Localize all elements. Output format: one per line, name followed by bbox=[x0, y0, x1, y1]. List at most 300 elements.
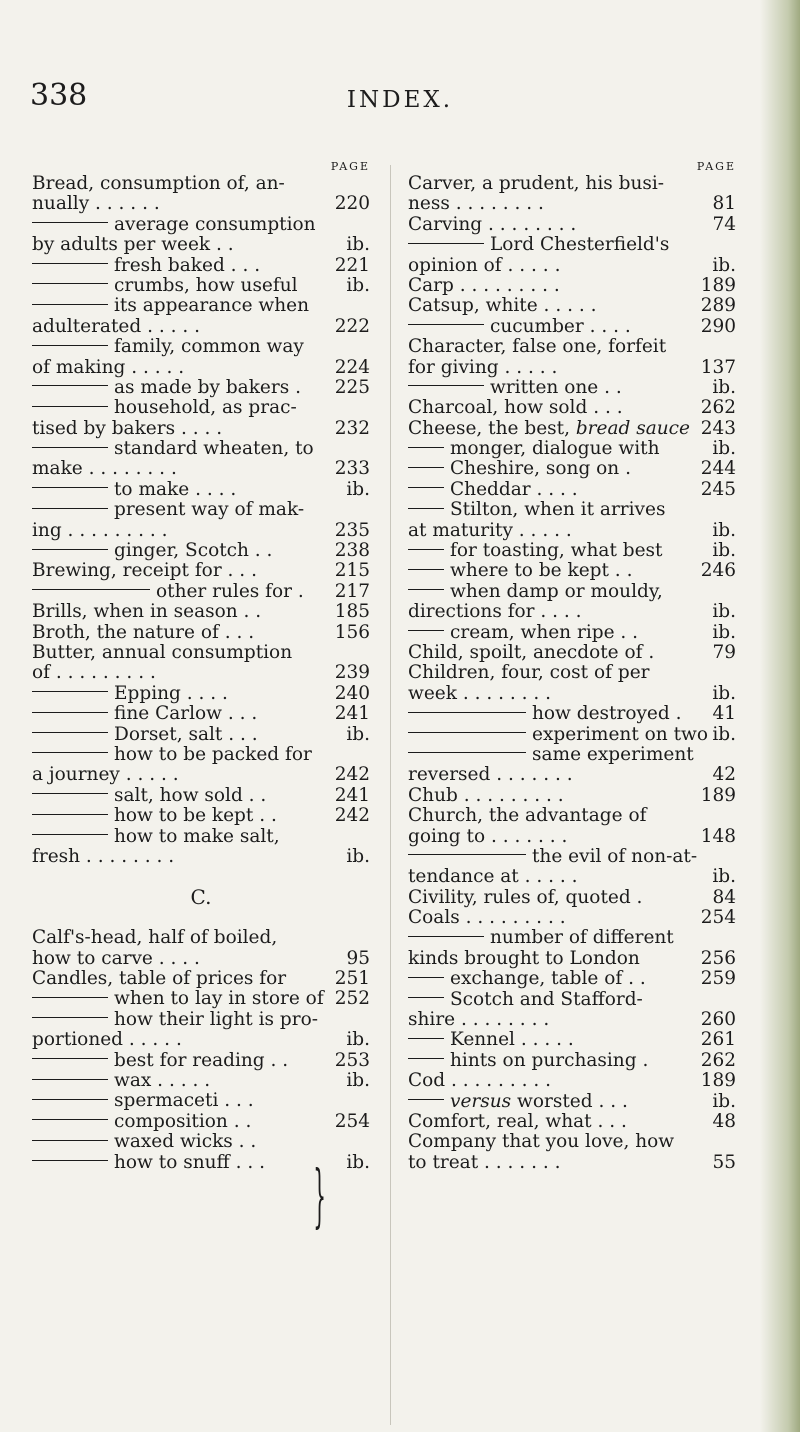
entry-page-number: 243 bbox=[700, 417, 736, 439]
entry-page-number: 262 bbox=[700, 397, 736, 419]
entry-page-number: 55 bbox=[712, 1151, 736, 1173]
entry-text: spermaceti . . . bbox=[114, 1090, 254, 1112]
ditto-dash bbox=[408, 324, 484, 325]
index-entry bbox=[408, 317, 736, 337]
entry-text: shire . . . . . . . . bbox=[408, 1009, 550, 1031]
index-entry bbox=[32, 582, 370, 602]
ditto-dash bbox=[408, 385, 484, 386]
entry-text: composition . . bbox=[114, 1110, 252, 1132]
entry-page-number: 224 bbox=[334, 356, 370, 378]
index-entry bbox=[408, 990, 736, 1010]
section-heading-c: C. bbox=[190, 885, 212, 910]
entry-page-number: 245 bbox=[700, 478, 736, 500]
entry-page-number: 81 bbox=[712, 193, 736, 215]
ditto-dash bbox=[32, 304, 108, 305]
entry-text: Cheshire, song on . bbox=[450, 458, 631, 480]
index-entry bbox=[408, 378, 736, 398]
ditto-dash bbox=[32, 385, 108, 386]
entry-text: wax . . . . . bbox=[114, 1070, 211, 1092]
entry-text: at maturity . . . . . bbox=[408, 519, 572, 541]
entry-text: Brewing, receipt for . . . bbox=[32, 560, 257, 582]
entry-page-number: 254 bbox=[700, 907, 736, 929]
index-entry bbox=[32, 684, 370, 704]
ditto-dash bbox=[408, 243, 484, 244]
entry-text: present way of mak- bbox=[114, 499, 305, 521]
index-entry bbox=[32, 256, 370, 276]
index-entry bbox=[408, 908, 736, 928]
entry-text: household, as prac- bbox=[114, 397, 297, 419]
index-entry bbox=[408, 194, 736, 214]
entry-text: Cheese, the best, bread sauce bbox=[408, 417, 690, 439]
entry-page-number: 137 bbox=[700, 356, 736, 378]
ditto-dash bbox=[408, 447, 444, 448]
index-entry bbox=[32, 623, 370, 643]
entry-page-number: 95 bbox=[346, 947, 370, 969]
index-entry bbox=[32, 765, 370, 785]
entry-text: tendance at . . . . . bbox=[408, 866, 578, 888]
entry-text: Carp . . . . . . . . . bbox=[408, 274, 560, 296]
entry-text: Dorset, salt . . . bbox=[114, 723, 258, 745]
index-entry bbox=[408, 480, 736, 500]
entry-page-number: 240 bbox=[334, 682, 370, 704]
index-entry bbox=[408, 765, 736, 785]
index-entry bbox=[32, 521, 370, 541]
entry-text: by adults per week . . bbox=[32, 234, 234, 256]
index-entry bbox=[408, 1010, 736, 1030]
entry-text: Children, four, cost of per bbox=[408, 662, 650, 684]
ditto-dash bbox=[32, 589, 150, 590]
entry-text: other rules for . bbox=[156, 580, 304, 602]
ditto-dash bbox=[32, 691, 108, 692]
index-entry bbox=[408, 1071, 736, 1091]
entry-text: Bread, consumption of, an- bbox=[32, 173, 285, 194]
entry-page-number: 251 bbox=[334, 968, 370, 990]
entry-text: family, common way bbox=[114, 336, 304, 358]
entry-text: Carving . . . . . . . . bbox=[408, 213, 577, 235]
entry-page-number: 259 bbox=[700, 968, 736, 990]
entry-text: Coals . . . . . . . . . bbox=[408, 907, 566, 929]
entry-page-number: 189 bbox=[700, 784, 736, 806]
index-entry bbox=[32, 786, 370, 806]
entry-text: how to snuff . . . bbox=[114, 1151, 265, 1173]
entry-page-number: 215 bbox=[334, 560, 370, 582]
entry-text: of . . . . . . . . . bbox=[32, 662, 156, 684]
index-entry bbox=[32, 1071, 370, 1091]
index-entry bbox=[408, 786, 736, 806]
entry-page-number: 189 bbox=[700, 274, 736, 296]
index-entry bbox=[408, 888, 736, 908]
index-entry bbox=[32, 704, 370, 724]
entry-text: experiment on two bbox=[532, 723, 708, 745]
entry-text: Scotch and Stafford- bbox=[450, 988, 643, 1010]
entry-text: for toasting, what best bbox=[450, 540, 663, 562]
entry-list-c bbox=[32, 928, 370, 1091]
entry-text: written one . . bbox=[490, 376, 622, 398]
index-entry bbox=[32, 949, 370, 969]
ditto-dash bbox=[32, 487, 108, 488]
entry-text: to treat . . . . . . . bbox=[408, 1151, 561, 1173]
ditto-dash bbox=[408, 487, 444, 488]
ditto-dash bbox=[32, 1160, 108, 1161]
entry-text: Chub . . . . . . . . . bbox=[408, 784, 564, 806]
index-entry bbox=[32, 561, 370, 581]
entry-page-number: 185 bbox=[334, 601, 370, 623]
entry-text: for giving . . . . . bbox=[408, 356, 558, 378]
ditto-dash bbox=[32, 549, 108, 550]
index-entry bbox=[32, 1153, 370, 1173]
ditto-dash bbox=[408, 854, 526, 855]
entry-text: when to lay in store of bbox=[114, 988, 324, 1010]
index-entry bbox=[32, 1030, 370, 1050]
ditto-dash bbox=[408, 1038, 444, 1039]
entry-page-number: 42 bbox=[712, 764, 736, 786]
entry-page-number: ib. bbox=[712, 601, 736, 623]
index-entry bbox=[32, 419, 370, 439]
entry-page-number: 222 bbox=[334, 315, 370, 337]
entry-text: monger, dialogue with bbox=[450, 438, 660, 460]
entry-page-number: 235 bbox=[334, 519, 370, 541]
index-entry bbox=[408, 276, 736, 296]
index-entry bbox=[408, 358, 736, 378]
entry-page-number: 225 bbox=[334, 376, 370, 398]
entry-text: best for reading . . bbox=[114, 1049, 289, 1071]
index-entry bbox=[408, 663, 736, 683]
ditto-dash bbox=[32, 1119, 108, 1120]
entry-text: ing . . . . . . . . . bbox=[32, 519, 168, 541]
entry-text: how their light is pro- bbox=[114, 1008, 318, 1030]
entry-text: Epping . . . . bbox=[114, 682, 228, 704]
ditto-dash bbox=[32, 752, 108, 753]
index-entry bbox=[408, 1051, 736, 1071]
index-entry bbox=[408, 643, 736, 663]
entry-page-number: 239 bbox=[334, 662, 370, 684]
entry-text: when damp or mouldy, bbox=[450, 580, 663, 602]
index-entry bbox=[408, 419, 736, 439]
entry-text: opinion of . . . . . bbox=[408, 254, 561, 276]
index-entry bbox=[32, 215, 370, 235]
index-entry bbox=[32, 296, 370, 316]
entry-page-number: ib. bbox=[712, 438, 736, 460]
index-entry bbox=[32, 827, 370, 847]
ditto-dash bbox=[32, 345, 108, 346]
ditto-dash bbox=[32, 283, 108, 284]
index-entry bbox=[32, 439, 370, 459]
entry-page-number: 238 bbox=[334, 540, 370, 562]
entry-text: adulterated . . . . . bbox=[32, 315, 200, 337]
index-entry bbox=[408, 521, 736, 541]
ditto-dash bbox=[32, 508, 108, 509]
ditto-dash bbox=[32, 793, 108, 794]
entry-list-c-right bbox=[408, 174, 736, 1173]
index-entry bbox=[408, 296, 736, 316]
index-entry bbox=[408, 1030, 736, 1050]
index-entry bbox=[408, 949, 736, 969]
entry-text: directions for . . . . bbox=[408, 601, 582, 623]
entry-page-number: 79 bbox=[712, 641, 736, 663]
entry-page-number: 253 bbox=[334, 1049, 370, 1071]
ditto-dash bbox=[32, 712, 108, 713]
index-entry bbox=[32, 541, 370, 561]
entry-text: how to make salt, bbox=[114, 825, 280, 847]
index-entry bbox=[408, 684, 736, 704]
ditto-dash bbox=[408, 549, 444, 550]
index-entry bbox=[32, 459, 370, 479]
index-entry bbox=[32, 378, 370, 398]
entry-page-number: ib. bbox=[346, 1151, 370, 1173]
index-entry bbox=[32, 643, 370, 663]
entry-text: ginger, Scotch . . bbox=[114, 540, 273, 562]
index-entry bbox=[408, 623, 736, 643]
index-entry bbox=[32, 1010, 370, 1030]
entry-text: nually . . . . . . bbox=[32, 193, 160, 215]
entry-text: fresh . . . . . . . . bbox=[32, 845, 175, 867]
entry-text: exchange, table of . . bbox=[450, 968, 646, 990]
index-entry bbox=[32, 317, 370, 337]
entry-page-number: ib. bbox=[712, 1090, 736, 1112]
entry-text: hints on purchasing . bbox=[450, 1049, 649, 1071]
index-entry bbox=[32, 806, 370, 826]
ditto-dash bbox=[32, 447, 108, 448]
entry-page-number: 246 bbox=[700, 560, 736, 582]
ditto-dash bbox=[32, 406, 108, 407]
entry-page-number: 232 bbox=[334, 417, 370, 439]
index-entry bbox=[32, 928, 370, 948]
entry-page-number: ib. bbox=[346, 274, 370, 296]
entry-text: how destroyed . bbox=[532, 703, 682, 725]
index-entry bbox=[32, 337, 370, 357]
entry-page-number: 221 bbox=[334, 254, 370, 276]
ditto-dash bbox=[32, 1099, 108, 1100]
entry-page-number: 48 bbox=[712, 1110, 736, 1132]
entry-text: how to be packed for bbox=[114, 743, 312, 765]
entry-text: Kennel . . . . . bbox=[450, 1029, 574, 1051]
index-entry bbox=[408, 582, 736, 602]
index-entry bbox=[408, 235, 736, 255]
index-entry bbox=[32, 602, 370, 622]
entry-text: of making . . . . . bbox=[32, 356, 185, 378]
entry-text: where to be kept . . bbox=[450, 560, 633, 582]
index-entry bbox=[408, 439, 736, 459]
entry-page-number: 220 bbox=[334, 193, 370, 215]
entry-text: standard wheaten, to bbox=[114, 438, 314, 460]
ditto-dash bbox=[408, 936, 484, 937]
index-entry bbox=[408, 1092, 736, 1112]
index-entry bbox=[408, 174, 736, 194]
ditto-dash bbox=[32, 1058, 108, 1059]
page-title: INDEX. bbox=[346, 87, 454, 113]
index-entry bbox=[408, 541, 736, 561]
page-number: 338 bbox=[30, 78, 88, 113]
entry-text: Civility, rules of, quoted . bbox=[408, 886, 643, 908]
index-entry bbox=[32, 398, 370, 418]
index-entry bbox=[408, 215, 736, 235]
brace-page-number: 254 bbox=[334, 1111, 370, 1133]
entry-page-number: ib. bbox=[346, 723, 370, 745]
ditto-dash bbox=[408, 589, 444, 590]
index-entry bbox=[32, 1051, 370, 1071]
entry-page-number: 217 bbox=[334, 580, 370, 602]
entry-text: the evil of non-at- bbox=[532, 845, 698, 867]
entry-page-number: ib. bbox=[712, 540, 736, 562]
entry-page-number: ib. bbox=[346, 1029, 370, 1051]
entry-text: fine Carlow . . . bbox=[114, 703, 258, 725]
entry-page-number: ib. bbox=[712, 519, 736, 541]
entry-page-number: ib. bbox=[712, 376, 736, 398]
ditto-dash bbox=[408, 467, 444, 468]
entry-page-number: 244 bbox=[700, 458, 736, 480]
entry-text: its appearance when bbox=[114, 295, 310, 317]
entry-text: how to carve . . . . bbox=[32, 947, 200, 969]
entry-page-number: 289 bbox=[700, 295, 736, 317]
index-entry bbox=[408, 745, 736, 765]
entry-page-number: ib. bbox=[346, 478, 370, 500]
entry-text: salt, how sold . . bbox=[114, 784, 267, 806]
entry-text: Charcoal, how sold . . . bbox=[408, 397, 623, 419]
entry-text: same experiment bbox=[532, 743, 694, 765]
index-entry bbox=[408, 806, 736, 826]
entry-page-number: 156 bbox=[334, 621, 370, 643]
entry-text: Carver, a prudent, his busi- bbox=[408, 173, 665, 194]
entry-page-number: 261 bbox=[700, 1029, 736, 1051]
entry-page-number: 84 bbox=[712, 886, 736, 908]
entry-page-number: 242 bbox=[334, 764, 370, 786]
entry-text: week . . . . . . . . bbox=[408, 682, 552, 704]
entry-text: average consumption bbox=[114, 213, 316, 235]
ditto-dash bbox=[408, 712, 526, 713]
entry-text: as made by bakers . bbox=[114, 376, 301, 398]
entry-text: make . . . . . . . . bbox=[32, 458, 177, 480]
index-entry bbox=[408, 928, 736, 948]
entry-text: Lord Chesterfield's bbox=[490, 234, 670, 256]
index-entry bbox=[408, 847, 736, 867]
entry-text: Brills, when in season . . bbox=[32, 601, 262, 623]
entry-page-number: 41 bbox=[712, 703, 736, 725]
entry-text: portioned . . . . . bbox=[32, 1029, 182, 1051]
index-entry bbox=[32, 235, 370, 255]
page-column-label: PAGE bbox=[330, 160, 370, 173]
index-entry bbox=[408, 1112, 736, 1132]
entry-text: Calf's-head, half of boiled, bbox=[32, 927, 278, 949]
entry-page-number: 260 bbox=[700, 1009, 736, 1031]
page-edge-shadow bbox=[760, 0, 800, 1432]
entry-text: ness . . . . . . . . bbox=[408, 193, 544, 215]
ditto-dash bbox=[32, 1140, 108, 1141]
entry-text: Character, false one, forfeit bbox=[408, 336, 667, 358]
index-entry bbox=[32, 174, 370, 194]
ditto-dash bbox=[408, 1058, 444, 1059]
entry-page-number: 148 bbox=[700, 825, 736, 847]
index-entry bbox=[408, 602, 736, 622]
entry-text: how to be kept . . bbox=[114, 805, 277, 827]
index-entry bbox=[408, 398, 736, 418]
index-entry bbox=[408, 337, 736, 357]
index-entry bbox=[32, 663, 370, 683]
ditto-dash bbox=[408, 630, 444, 631]
index-entry bbox=[408, 969, 736, 989]
entry-list-c-end bbox=[32, 1153, 370, 1173]
page-column-label: PAGE bbox=[696, 160, 736, 173]
entry-text: Child, spoilt, anecdote of . bbox=[408, 641, 655, 663]
entry-text: a journey . . . . . bbox=[32, 764, 179, 786]
entry-page-number: 262 bbox=[700, 1049, 736, 1071]
entry-page-number: 290 bbox=[700, 315, 736, 337]
left-column bbox=[32, 160, 370, 1237]
ditto-dash bbox=[32, 1017, 108, 1018]
entry-text: number of different bbox=[490, 927, 674, 949]
index-entry bbox=[408, 1153, 736, 1173]
index-entry bbox=[32, 847, 370, 867]
index-entry bbox=[408, 725, 736, 745]
ditto-dash bbox=[408, 752, 526, 753]
ditto-dash bbox=[32, 1079, 108, 1080]
entry-page-number: ib. bbox=[712, 621, 736, 643]
index-entry bbox=[32, 480, 370, 500]
ditto-dash bbox=[32, 263, 108, 264]
entry-text: crumbs, how useful bbox=[114, 274, 298, 296]
index-entry bbox=[32, 745, 370, 765]
entry-text: waxed wicks . . bbox=[114, 1131, 257, 1153]
index-entry bbox=[32, 989, 370, 1009]
index-entry bbox=[408, 500, 736, 520]
entry-page-number: ib. bbox=[712, 254, 736, 276]
entry-list-b bbox=[32, 174, 370, 867]
entry-page-number: 241 bbox=[334, 703, 370, 725]
entry-page-number: ib. bbox=[712, 682, 736, 704]
ditto-dash bbox=[408, 508, 444, 509]
ditto-dash bbox=[32, 997, 108, 998]
entry-page-number: ib. bbox=[712, 723, 736, 745]
ditto-dash bbox=[408, 732, 526, 733]
entry-page-number: ib. bbox=[712, 866, 736, 888]
entry-text: Cod . . . . . . . . . bbox=[408, 1070, 551, 1092]
entry-text: Broth, the nature of . . . bbox=[32, 621, 255, 643]
index-entry bbox=[32, 194, 370, 214]
entry-page-number: 233 bbox=[334, 458, 370, 480]
ditto-dash bbox=[408, 977, 444, 978]
entry-page-number: 241 bbox=[334, 784, 370, 806]
entry-page-number: ib. bbox=[346, 234, 370, 256]
ditto-dash bbox=[32, 834, 108, 835]
entry-text: Cheddar . . . . bbox=[450, 478, 578, 500]
index-entry bbox=[32, 500, 370, 520]
entry-page-number: 252 bbox=[334, 988, 370, 1010]
index-entry bbox=[408, 256, 736, 276]
ditto-dash bbox=[408, 1099, 444, 1100]
ditto-dash bbox=[408, 569, 444, 570]
index-entry bbox=[408, 561, 736, 581]
entry-text: to make . . . . bbox=[114, 478, 237, 500]
index-entry bbox=[32, 725, 370, 745]
right-column bbox=[408, 160, 736, 1173]
ditto-dash bbox=[408, 997, 444, 998]
index-entry bbox=[408, 1132, 736, 1152]
entry-text: Stilton, when it arrives bbox=[450, 499, 666, 521]
entry-page-number: ib. bbox=[346, 845, 370, 867]
entry-text: cream, when ripe . . bbox=[450, 621, 639, 643]
entry-page-number: 74 bbox=[712, 213, 736, 235]
entry-text: Catsup, white . . . . . bbox=[408, 295, 597, 317]
index-entry bbox=[408, 867, 736, 887]
column-divider bbox=[390, 165, 391, 1425]
index-entry bbox=[32, 276, 370, 296]
entry-text: Comfort, real, what . . . bbox=[408, 1110, 627, 1132]
entry-text: tised by bakers . . . . bbox=[32, 417, 223, 439]
ditto-dash bbox=[32, 732, 108, 733]
entry-page-number: 256 bbox=[700, 947, 736, 969]
entry-page-number: ib. bbox=[346, 1070, 370, 1092]
entry-text: versus worsted . . . bbox=[450, 1090, 628, 1112]
index-entry bbox=[408, 459, 736, 479]
